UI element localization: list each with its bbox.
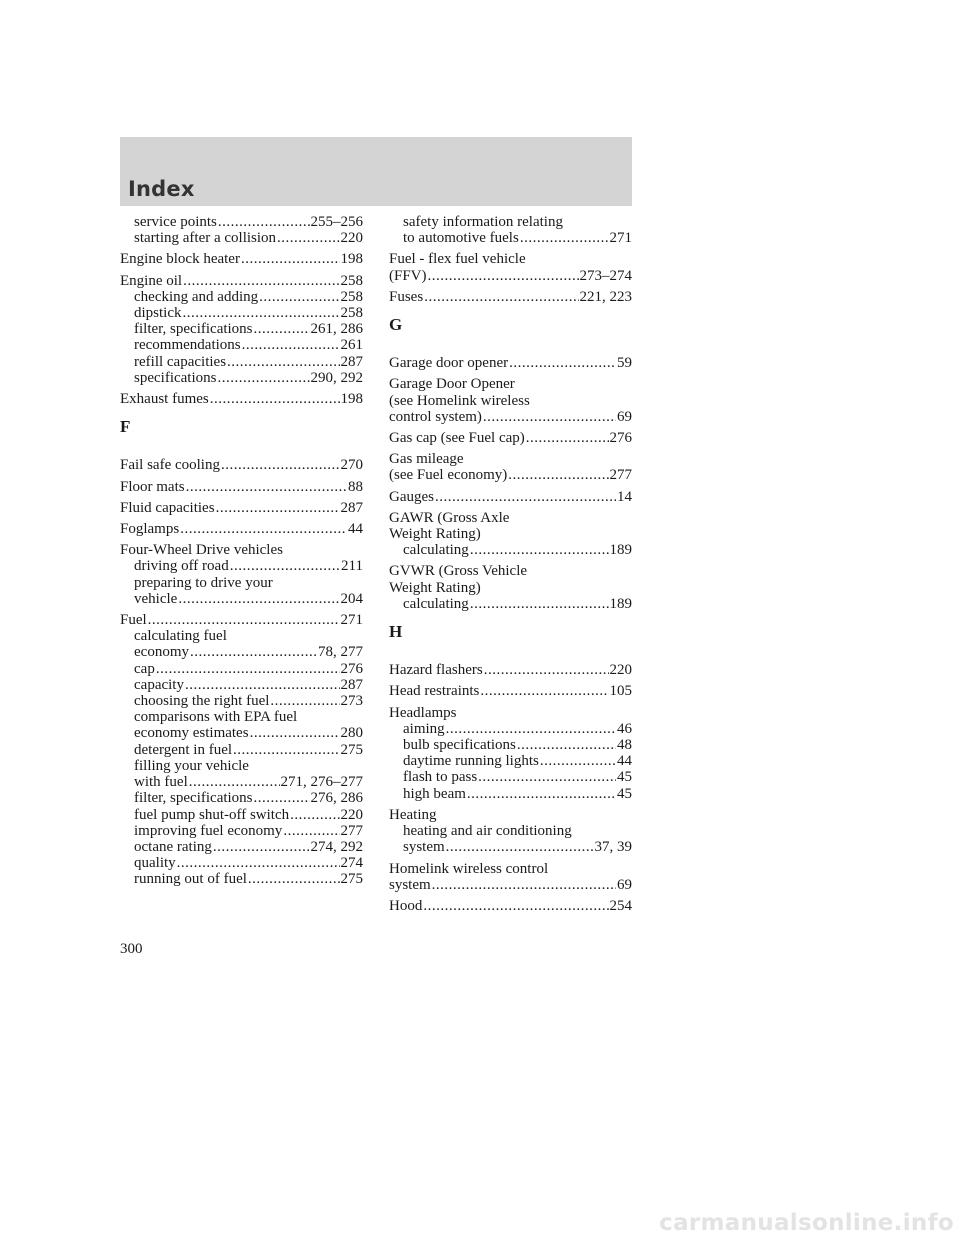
index-page-ref: 287 (340, 676, 363, 693)
index-term: checking and adding (134, 288, 259, 305)
index-term: vehicle (134, 590, 178, 607)
dot-leader (183, 273, 339, 289)
index-page-ref: 69 (617, 408, 632, 425)
index-line (120, 273, 363, 289)
index-entry (389, 662, 632, 678)
dot-leader (190, 644, 317, 660)
index-page-ref: 254 (609, 897, 632, 914)
index-term: dipstick (134, 305, 182, 322)
dot-leader (277, 230, 339, 246)
dot-leader (241, 251, 340, 267)
index-page-ref: 204 (340, 590, 363, 607)
index-page-ref: 287 (340, 353, 363, 370)
index-page-ref: 69 (617, 876, 632, 893)
index-term: Heating (389, 806, 437, 823)
index-line (120, 709, 363, 725)
index-term: Homelink wireless control (389, 860, 549, 877)
index-page-ref: 189 (609, 542, 632, 559)
index-entry (389, 430, 632, 446)
index-term: Fuel - flex fuel vehicle (389, 251, 526, 268)
index-line (120, 354, 363, 370)
index-term: capacity (134, 676, 184, 693)
index-term: improving fuel economy (134, 822, 283, 839)
dot-leader (509, 355, 616, 371)
index-line (120, 612, 363, 628)
index-line (120, 337, 363, 353)
index-entry (389, 705, 632, 802)
dot-leader (217, 370, 309, 386)
index-line (389, 355, 632, 371)
index-page-ref: 105 (609, 683, 632, 700)
dot-leader (467, 786, 616, 802)
dot-leader (216, 500, 340, 516)
index-line (120, 758, 363, 774)
index-page-ref: 45 (617, 785, 632, 802)
index-line (120, 500, 363, 516)
index-line (389, 662, 632, 678)
index-line (389, 393, 632, 409)
index-term: control system) (389, 408, 482, 425)
index-page-ref: 211 (341, 558, 363, 575)
index-line (389, 214, 632, 230)
index-page-ref: 261, 286 (310, 321, 363, 338)
index-line (120, 289, 363, 305)
index-term: Fail safe cooling (120, 457, 220, 474)
dot-leader (290, 807, 339, 823)
index-line (389, 268, 632, 284)
index-line (389, 563, 632, 579)
dot-leader (526, 430, 609, 446)
dot-leader (210, 391, 340, 407)
index-term: high beam (403, 785, 466, 802)
index-page-ref: 273 (340, 693, 363, 710)
index-term: detergent in fuel (134, 741, 233, 758)
index-line (120, 479, 363, 495)
index-line (120, 677, 363, 693)
index-entry (389, 376, 632, 425)
index-term: filling your vehicle (134, 757, 249, 774)
index-line (389, 430, 632, 446)
index-term: fuel pump shut-off switch (134, 806, 290, 823)
index-page-ref: 46 (617, 720, 632, 737)
index-term: preparing to drive your (134, 574, 273, 591)
index-term: (see Homelink wireless (389, 392, 530, 409)
header-band (120, 137, 632, 206)
dot-leader (540, 753, 616, 769)
index-term: Fuses (389, 288, 424, 305)
dot-leader (270, 693, 339, 709)
index-page-ref: 277 (609, 467, 632, 484)
index-entry (389, 563, 632, 612)
index-page-ref: 271 (340, 612, 363, 629)
index-page-ref: 258 (340, 288, 363, 305)
index-entry (120, 457, 363, 473)
dot-leader (233, 742, 339, 758)
index-line (120, 839, 363, 855)
index-term: Weight Rating) (389, 579, 481, 596)
index-line (389, 542, 632, 558)
dot-leader (484, 662, 609, 678)
index-term: starting after a collision (134, 230, 277, 247)
index-term: system (389, 876, 431, 893)
index-line (389, 753, 632, 769)
index-term: Gauges (389, 488, 434, 505)
index-letter-heading: F (120, 417, 131, 437)
index-line (389, 409, 632, 425)
dot-leader (483, 409, 616, 425)
index-term: Weight Rating) (389, 526, 481, 543)
index-line (120, 855, 363, 871)
index-page-ref: 37, 39 (594, 839, 632, 856)
dot-leader (423, 898, 608, 914)
index-term: specifications (134, 369, 217, 386)
index-term: Engine oil (120, 272, 183, 289)
dot-leader (480, 683, 608, 699)
dot-leader (250, 725, 340, 741)
index-line (120, 725, 363, 741)
index-term: Headlamps (389, 704, 457, 721)
index-term: cap (134, 660, 155, 677)
index-page-ref: 273–274 (579, 267, 632, 284)
index-line (120, 305, 363, 321)
index-term: choosing the right fuel (134, 693, 270, 710)
index-line (389, 596, 632, 612)
index-line (120, 661, 363, 677)
index-line (120, 457, 363, 473)
index-page-ref: 14 (617, 488, 632, 505)
dot-leader (283, 823, 339, 839)
index-letter-heading: G (389, 315, 403, 335)
index-page-ref: 220 (340, 806, 363, 823)
index-term: economy (134, 644, 189, 661)
index-page-ref: 198 (340, 251, 363, 268)
index-line (389, 823, 632, 839)
index-line (389, 451, 632, 467)
index-term: daytime running lights (403, 753, 539, 770)
page-title: Index (128, 177, 195, 201)
dot-leader (432, 877, 616, 893)
index-page-ref: 198 (340, 391, 363, 408)
index-term: calculating (403, 542, 469, 559)
index-page-ref: 270 (340, 457, 363, 474)
index-line (389, 807, 632, 823)
index-entry (389, 898, 632, 914)
index-page-ref: 189 (609, 595, 632, 612)
index-term: comparisons with EPA fuel (134, 709, 298, 726)
index-entry (120, 479, 363, 495)
index-term: Gas mileage (389, 451, 464, 468)
index-entry (120, 391, 363, 407)
index-page-ref: 44 (617, 753, 632, 770)
index-term: Garage door opener (389, 355, 509, 372)
index-term: (see Fuel economy) (389, 467, 508, 484)
index-line (120, 591, 363, 607)
index-term: heating and air conditioning (403, 823, 572, 840)
index-entry (389, 489, 632, 505)
index-page-ref: 275 (340, 741, 363, 758)
index-page-ref: 274, 292 (310, 838, 363, 855)
index-line (389, 580, 632, 596)
index-term: service points (134, 214, 217, 230)
index-page-ref: 277 (340, 822, 363, 839)
index-term: Fluid capacities (120, 499, 215, 516)
index-line (389, 721, 632, 737)
index-page-ref: 280 (340, 725, 363, 742)
index-line (120, 521, 363, 537)
index-term: driving off road (134, 558, 229, 575)
page-number: 300 (120, 941, 143, 957)
index-line (120, 871, 363, 887)
index-page-ref: 78, 277 (318, 644, 363, 661)
index-line (389, 376, 632, 392)
index-entry (120, 542, 363, 607)
index-term: GAWR (Gross Axle (389, 509, 510, 526)
index-term: recommendations (134, 337, 241, 354)
index-line (389, 839, 632, 855)
index-page-ref: 220 (340, 230, 363, 247)
dot-leader (221, 457, 340, 473)
index-line (120, 807, 363, 823)
index-page-ref: 275 (340, 871, 363, 888)
index-line (120, 214, 363, 230)
dot-leader (185, 677, 340, 693)
index-term: economy estimates (134, 725, 249, 742)
index-term: Floor mats (120, 478, 185, 495)
index-page-ref: 290, 292 (310, 369, 363, 386)
index-line (120, 693, 363, 709)
dot-leader (148, 612, 340, 628)
index-entry (120, 521, 363, 537)
dot-leader (242, 337, 340, 353)
index-term: filter, specifications (134, 790, 253, 807)
index-line (120, 391, 363, 407)
index-page-ref: 276 (609, 430, 632, 447)
index-page-ref: 274 (340, 855, 363, 872)
index-line (120, 575, 363, 591)
dot-leader (517, 737, 616, 753)
dot-leader (424, 289, 578, 305)
dot-leader (446, 721, 616, 737)
index-page-ref: 59 (617, 355, 632, 372)
index-entry (389, 807, 632, 856)
index-line (389, 769, 632, 785)
index-page-ref: 220 (609, 662, 632, 679)
dot-leader (189, 774, 280, 790)
index-page-ref: 271, 276–277 (280, 774, 363, 791)
index-entry (389, 289, 632, 305)
dot-leader (213, 839, 310, 855)
index-term: Foglamps (120, 521, 180, 538)
index-line (120, 230, 363, 246)
index-page-ref: 258 (340, 305, 363, 322)
index-term: with fuel (134, 774, 188, 791)
index-term: Engine block heater (120, 251, 240, 268)
index-term: filter, specifications (134, 321, 253, 338)
index-term: Hood (389, 897, 423, 914)
dot-leader (227, 354, 339, 370)
index-entry (389, 861, 632, 893)
index-term: calculating (403, 595, 469, 612)
index-line (389, 786, 632, 802)
index-page-ref: 276, 286 (310, 790, 363, 807)
index-page-ref: 88 (348, 478, 363, 495)
index-entry (120, 612, 363, 887)
dot-leader (156, 661, 340, 677)
index-term: Garage Door Opener (389, 376, 515, 393)
index-term: Fuel (120, 612, 147, 629)
index-term: quality (134, 855, 176, 872)
index-line (389, 230, 632, 246)
index-entry (389, 251, 632, 283)
dot-leader (259, 289, 339, 305)
index-line (389, 705, 632, 721)
index-line (120, 644, 363, 660)
index-page-ref: 44 (348, 521, 363, 538)
dot-leader (428, 268, 579, 284)
index-line (120, 370, 363, 386)
dot-leader (186, 479, 347, 495)
dot-leader (470, 542, 609, 558)
index-letter-heading: H (389, 622, 403, 642)
index-term: Gas cap (see Fuel cap) (389, 430, 525, 447)
index-column-right (389, 214, 632, 919)
watermark: carmanualsonline.info (659, 1210, 954, 1236)
dot-leader (254, 790, 310, 806)
dot-leader (230, 558, 340, 574)
dot-leader (180, 521, 347, 537)
index-line (389, 289, 632, 305)
index-page-ref: 261 (340, 337, 363, 354)
index-entry (389, 451, 632, 483)
index-line (120, 558, 363, 574)
dot-leader (470, 596, 609, 612)
index-entry (389, 214, 632, 246)
index-entry (120, 500, 363, 516)
dot-leader (435, 489, 616, 505)
index-column-left (120, 214, 363, 893)
dot-leader (183, 305, 340, 321)
index-page-ref: 45 (617, 769, 632, 786)
index-page-ref: 258 (340, 272, 363, 289)
index-page-ref: 276 (340, 660, 363, 677)
dot-leader (218, 214, 310, 230)
index-line (120, 251, 363, 267)
index-line (389, 898, 632, 914)
index-term: calculating fuel (134, 628, 227, 645)
dot-leader (254, 321, 310, 337)
dot-leader (177, 855, 340, 871)
index-page-ref: 221, 223 (579, 288, 632, 305)
index-entry (389, 510, 632, 559)
index-line (389, 737, 632, 753)
index-entry (389, 355, 632, 371)
index-line (389, 683, 632, 699)
index-term: GVWR (Gross Vehicle (389, 563, 528, 580)
index-line (389, 877, 632, 893)
index-term: Exhaust fumes (120, 391, 209, 408)
index-term: Head restraints (389, 683, 480, 700)
index-line (120, 742, 363, 758)
index-term: Hazard flashers (389, 662, 483, 679)
index-page-ref: 287 (340, 499, 363, 516)
index-term: aiming (403, 720, 445, 737)
index-term: Four-Wheel Drive vehicles (120, 542, 283, 559)
index-line (120, 790, 363, 806)
dot-leader (446, 839, 594, 855)
index-entry (120, 251, 363, 267)
index-entry (120, 273, 363, 386)
index-term: refill capacities (134, 353, 227, 370)
index-line (120, 774, 363, 790)
index-line (389, 526, 632, 542)
index-line (120, 542, 363, 558)
index-term: flash to pass (403, 769, 478, 786)
index-line (120, 823, 363, 839)
index-entry (120, 214, 363, 246)
index-term: to automotive fuels (403, 230, 519, 247)
index-line (389, 489, 632, 505)
index-page-ref: 255–256 (310, 214, 363, 230)
index-term: running out of fuel (134, 871, 247, 888)
index-term: octane rating (134, 838, 212, 855)
index-entry (389, 683, 632, 699)
dot-leader (520, 230, 609, 246)
index-line (389, 510, 632, 526)
index-line (389, 861, 632, 877)
index-page-ref: 271 (609, 230, 632, 247)
index-term: safety information relating (403, 214, 563, 230)
dot-leader (248, 871, 340, 887)
index-line (120, 628, 363, 644)
dot-leader (508, 467, 608, 483)
dot-leader (478, 769, 616, 785)
index-term: bulb specifications (403, 737, 516, 754)
index-line (389, 251, 632, 267)
index-page-ref: 48 (617, 737, 632, 754)
index-term: (FFV) (389, 267, 427, 284)
index-line (389, 467, 632, 483)
index-line (120, 321, 363, 337)
index-term: system (403, 839, 445, 856)
dot-leader (178, 591, 339, 607)
